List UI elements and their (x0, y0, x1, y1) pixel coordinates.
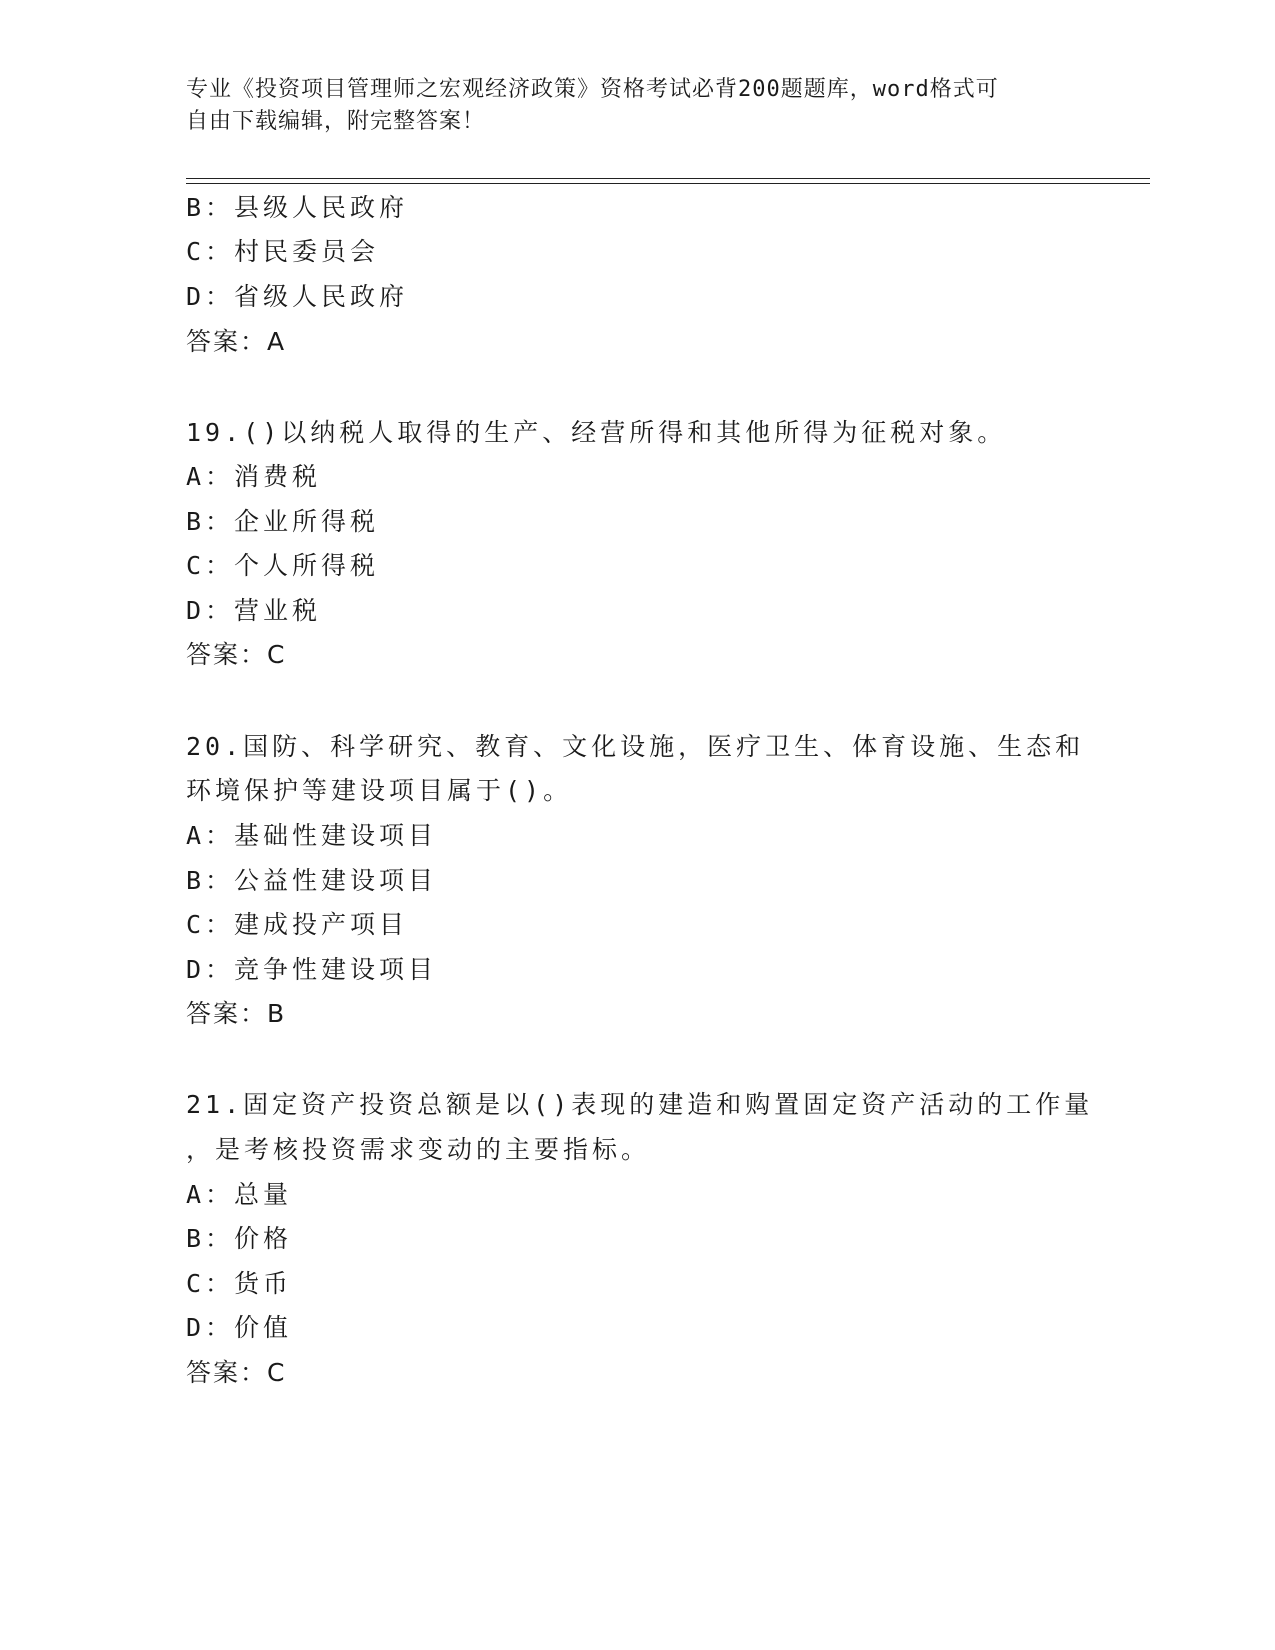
q21-option-a: A：总量 (186, 1180, 293, 1209)
q21-stem-line-2: ，是考核投资需求变动的主要指标。 (186, 1135, 651, 1164)
q20-option-c: C：建成投产项目 (186, 910, 409, 939)
document-header (186, 74, 1066, 138)
q20-option-b: B：公益性建设项目 (186, 866, 438, 895)
q21-option-b: B：价格 (186, 1224, 293, 1253)
q20-stem-line-1: 20.国防、科学研究、教育、文化设施，医疗卫生、体育设施、生态和 (186, 732, 1085, 761)
q18-option-b: B：县级人民政府 (186, 193, 409, 222)
header-line-2: 自由下载编辑，附完整答案！ (186, 109, 486, 134)
q18-option-d: D：省级人民政府 (186, 282, 409, 311)
q20-option-a: A：基础性建设项目 (186, 821, 438, 850)
q21-answer: 答案：C (186, 1358, 287, 1387)
q19-answer: 答案：C (186, 640, 287, 669)
q21-option-c: C：货币 (186, 1269, 293, 1298)
q19-stem: 19.()以纳税人取得的生产、经营所得和其他所得为征税对象。 (186, 418, 1007, 447)
q20-stem-line-2: 环境保护等建设项目属于()。 (186, 776, 573, 805)
header-line-1: 专业《投资项目管理师之宏观经济政策》资格考试必背200题题库，word格式可 (186, 77, 999, 102)
q19-option-d: D：营业税 (186, 596, 322, 625)
q21-stem-line-1: 21.固定资产投资总额是以()表现的建造和购置固定资产活动的工作量 (186, 1090, 1094, 1119)
header-divider-bottom (186, 183, 1150, 184)
q18-answer: 答案：A (186, 327, 287, 356)
q21-option-d: D：价值 (186, 1313, 293, 1342)
q20-option-d: D：竞争性建设项目 (186, 955, 438, 984)
q20-answer: 答案：B (186, 999, 287, 1028)
q19-option-c: C：个人所得税 (186, 551, 380, 580)
q18-option-c: C：村民委员会 (186, 237, 380, 266)
q19-option-b: B：企业所得税 (186, 507, 380, 536)
header-divider-top (186, 178, 1150, 179)
q19-option-a: A：消费税 (186, 462, 322, 491)
